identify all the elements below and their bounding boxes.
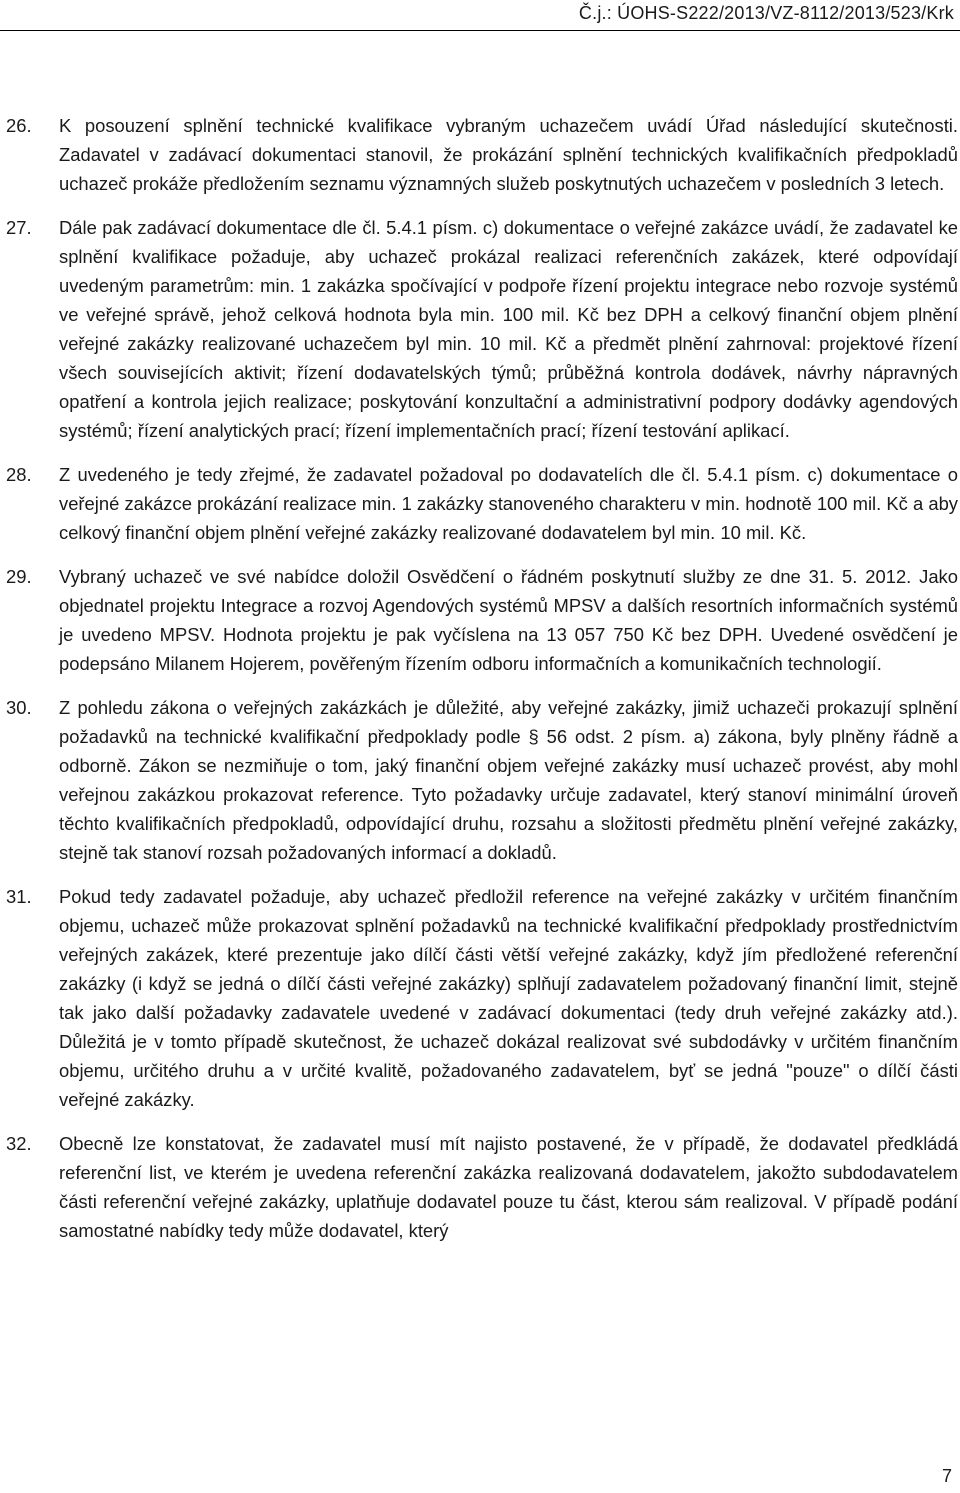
paragraph-28 bbox=[6, 460, 958, 547]
paragraph-26 bbox=[6, 111, 958, 198]
page-number: 7 bbox=[941, 1466, 952, 1486]
paragraph-number: 32. bbox=[6, 1133, 32, 1154]
paragraph-32 bbox=[6, 1129, 958, 1245]
document-reference-number: Č.j.: ÚOHS-S222/2013/VZ-8112/2013/523/Krk bbox=[578, 3, 954, 23]
paragraph-text: Obecně lze konstatovat, že zadavatel musí mít najisto postavené, že v případě, že dodavatel předkládá referenční list, ve kterém je uvedena referenční zakázka realizovaná dodavatelem, jakožto subdodavatelem části referenční veřejné zakázky, uplatňuje dodavatel pouze tu část, kterou sám realizoval. V případě podání samostatné nabídky tedy může dodavatel, který bbox=[59, 1133, 958, 1241]
paragraph-number: 30. bbox=[6, 697, 32, 718]
paragraph-31 bbox=[6, 882, 958, 1114]
paragraph-text: Z pohledu zákona o veřejných zakázkách je důležité, aby veřejné zakázky, jimiž uchazeči prokazují splnění požadavků na technické kvalifikační předpoklady podle § 56 odst. 2 písm. a) zákona, byly plněny řádně a odborně. Zákon se nezmiňuje o tom, jaký finanční objem veřejné zakázky musí uchazeč provést, aby mohl veřejnou zakázkou prokazovat reference. Tyto požadavky určuje zadavatel, který stanoví minimální úroveň těchto kvalifikačních předpokladů, odpovídající druhu, rozsahu a složitosti předmětu plnění veřejné zakázky, stejně tak stanoví rozsah požadovaných informací a dokladů. bbox=[59, 697, 958, 863]
paragraph-number: 26. bbox=[6, 115, 32, 136]
paragraph-number: 31. bbox=[6, 886, 32, 907]
paragraph-text: Vybraný uchazeč ve své nabídce doložil Osvědčení o řádném poskytnutí služby ze dne 31. 5. 2012. Jako objednatel projektu Integrace a rozvoj Agendových systémů MPSV a dalších resortních informačních systémů je uvedeno MPSV. Hodnota projektu je pak vyčíslena na 13 057 750 Kč bez DPH. Uvedené osvědčení je podepsáno Milanem Hojerem, pověřeným řízením odboru informačních a komunikačních technologií. bbox=[59, 566, 958, 674]
paragraph-30 bbox=[6, 693, 958, 867]
paragraph-number: 29. bbox=[6, 566, 32, 587]
paragraph-list bbox=[6, 111, 958, 1245]
header-divider bbox=[0, 30, 960, 31]
paragraph-text: Z uvedeného je tedy zřejmé, že zadavatel požadoval po dodavatelích dle čl. 5.4.1 písm. c) dokumentace o veřejné zakázce prokázání realizace min. 1 zakázky stanoveného charakteru v min. hodnotě 100 mil. Kč a aby celkový finanční objem plnění veřejné zakázky realizované dodavatelem byl min. 10 mil. Kč. bbox=[59, 464, 958, 543]
paragraph-number: 27. bbox=[6, 217, 32, 238]
paragraph-29 bbox=[6, 562, 958, 678]
paragraph-text: K posouzení splnění technické kvalifikace vybraným uchazečem uvádí Úřad následující skutečnosti. Zadavatel v zadávací dokumentaci stanovil, že prokázání splnění technických kvalifikačních předpokladů uchazeč prokáže předložením seznamu významných služeb poskytnutých uchazečem v posledních 3 letech. bbox=[59, 115, 958, 194]
paragraph-number: 28. bbox=[6, 464, 32, 485]
paragraph-27 bbox=[6, 213, 958, 445]
paragraph-text: Pokud tedy zadavatel požaduje, aby uchazeč předložil reference na veřejné zakázky v určitém finančním objemu, uchazeč může prokazovat splnění požadavků na technické kvalifikační předpoklady prostřednictvím veřejných zakázek, které prezentuje jako dílčí části větší veřejné zakázky, když jím předložené referenční zakázky (i když se jedná o dílčí části veřejné zakázky) splňují zadavatelem požadovaný finanční limit, stejně tak jako další požadavky zadavatele uvedené v zadávací dokumentaci (tedy druh veřejné zakázky atd.). Důležitá je v tomto případě skutečnost, že uchazeč dokázal realizovat své subdodávky v určitém finančním objemu, určitého druhu a v určité kvalitě, požadovaného zadavatelem, byť se jedná "pouze" o dílčí části veřejné zakázky. bbox=[59, 886, 958, 1110]
paragraph-text: Dále pak zadávací dokumentace dle čl. 5.4.1 písm. c) dokumentace o veřejné zakázce uvádí, že zadavatel ke splnění kvalifikace požaduje, aby uchazeč prokázal realizaci referenčních zakázek, které odpovídají uvedeným parametrům: min. 1 zakázka spočívající v podpoře řízení projektu integrace nebo rozvoje systémů ve veřejné správě, jehož celková hodnota byla min. 100 mil. Kč bez DPH a celkový finanční objem plnění veřejné zakázky realizované uchazečem byl min. 10 mil. Kč a předmět plnění zahrnoval: projektové řízení všech souvisejících aktivit; řízení dodavatelských týmů; průběžná kontrola dodávek, návrhy nápravných opatření a kontrola jejich realizace; poskytování konzultační a administrativní podpory dodávky agendových systémů; řízení analytických prací; řízení implementačních prací; řízení testování aplikací. bbox=[59, 217, 958, 441]
